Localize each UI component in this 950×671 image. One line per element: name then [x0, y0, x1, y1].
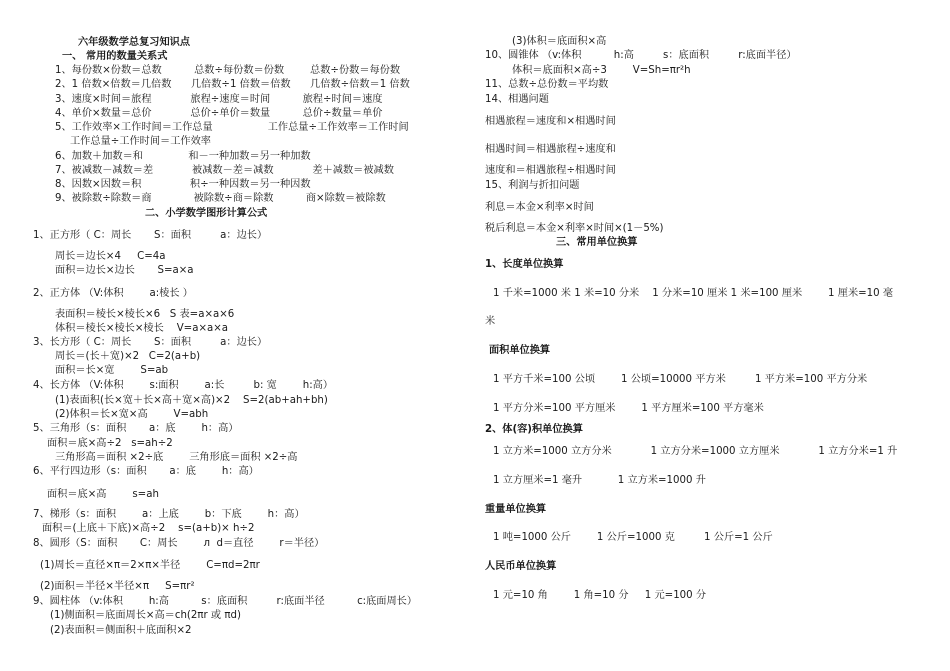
text-line: 面积＝长×宽 S=ab — [55, 365, 169, 376]
section-heading: 二、小学数学图形计算公式 — [145, 208, 268, 219]
subsection-heading: 人民币单位换算 — [485, 561, 557, 572]
text-line: 2、正方体 （V:体积 a:棱长 ） — [33, 288, 193, 299]
text-line: 1 千米=1000 米 1 米=10 分米 1 分米=10 厘米 1 米=100 厘米 1 厘米=10 毫 — [493, 288, 894, 299]
text-line: 面积＝底×高÷2 s=ah÷2 — [47, 438, 173, 449]
text-line: (2)体积＝长×宽×高 V=abh — [55, 409, 209, 420]
text-line: 三角形高＝面积 ×2÷底 三角形底＝面积 ×2÷高 — [55, 452, 298, 463]
subsection-heading: 2、体(容)积单位换算 — [485, 424, 583, 435]
text-line: 3、速度×时间＝旅程 旅程÷速度＝时间 旅程÷时间＝速度 — [55, 94, 383, 105]
text-line: 1 立方米=1000 立方分米 1 立方分米=1000 立方厘米 1 立方分米=1 升 — [493, 446, 898, 457]
text-line: (3)体积＝底面积×高 — [512, 36, 607, 47]
text-line: 体积＝棱长×棱长×棱长 V=a×a×a — [55, 323, 229, 334]
text-line: (1)表面积(长×宽＋长×高＋宽×高)×2 S=2(ab+ah+bh) — [55, 395, 328, 406]
text-line: 1、每份数×份数＝总数 总数÷每份数＝份数 总数÷份数＝每份数 — [55, 65, 401, 76]
text-line: 7、梯形（s：面积 a：上底 b：下底 h：高） — [33, 509, 305, 520]
text-line: 4、长方体 （V:体积 s:面积 a:长 b: 宽 h:高） — [33, 380, 334, 391]
section-heading: 三、常用单位换算 — [556, 237, 638, 248]
text-line: 周长＝(长＋宽)×2 C=2(a+b) — [55, 351, 201, 362]
text-line: 相遇旅程＝速度和×相遇时间 — [485, 116, 616, 127]
text-line: 米 — [485, 316, 496, 327]
text-line: 面积＝底×高 s=ah — [47, 489, 159, 500]
text-line: (2)表面积＝侧面积＋底面积×2 — [50, 625, 192, 636]
subsection-heading: 面积单位换算 — [489, 345, 551, 356]
text-line: 利息＝本金×利率×时间 — [485, 202, 594, 213]
text-line: 1 平方分米=100 平方厘米 1 平方厘米=100 平方毫米 — [493, 403, 764, 414]
text-line: 1 立方厘米=1 毫升 1 立方米=1000 升 — [493, 475, 706, 486]
text-line: 9、圆柱体 （v:体积 h:高 s：底面积 r:底面半径 c:底面周长） — [33, 596, 418, 607]
text-line: (1)侧面积＝底面周长×高＝ch(2πr 或 πd) — [50, 610, 241, 621]
text-line: 1 吨=1000 公斤 1 公斤=1000 克 1 公斤=1 公斤 — [493, 532, 773, 543]
text-line: 15、利润与折扣问题 — [485, 180, 580, 191]
text-line: 7、被减数－减数＝差 被减数－差＝减数 差＋减数＝被减数 — [55, 165, 394, 176]
text-line: 5、三角形（s：面积 a：底 h：高） — [33, 423, 239, 434]
text-line: 体积＝底面积×高÷3 V=Sh=πr²h — [512, 65, 691, 76]
document-title: 六年级数学总复习知识点 — [78, 37, 191, 48]
subsection-heading: 重量单位换算 — [485, 504, 547, 515]
text-line: 相遇时间＝相遇旅程÷速度和 — [485, 144, 616, 155]
text-line: 1 平方千米=100 公顷 1 公顷=10000 平方米 1 平方米=100 平方分米 — [493, 374, 868, 385]
text-line: 11、总数÷总份数＝平均数 — [485, 79, 609, 90]
text-line: 8、圆形（S：面积 C：周长 л d＝直径 r＝半径） — [33, 538, 325, 549]
text-line: 面积＝边长×边长 S=a×a — [55, 265, 194, 276]
text-line: 2、1 倍数×倍数＝几倍数 几倍数÷1 倍数＝倍数 几倍数÷倍数＝1 倍数 — [55, 79, 410, 90]
subsection-heading: 1、长度单位换算 — [485, 259, 564, 270]
text-line: 6、平行四边形（s：面积 a：底 h：高） — [33, 466, 259, 477]
text-line: 周长＝边长×4 C=4a — [55, 251, 166, 262]
text-line: 面积＝(上底＋下底)×高÷2 s=(a+b)× h÷2 — [42, 523, 255, 534]
text-line: 10、圆锥体 （v:体积 h:高 s：底面积 r:底面半径） — [485, 50, 797, 61]
text-line: 5、工作效率×工作时间＝工作总量 工作总量÷工作效率＝工作时间 — [55, 122, 409, 133]
text-line: 8、因数×因数＝积 积÷一种因数＝另一种因数 — [55, 179, 311, 190]
text-line: 1 元=10 角 1 角=10 分 1 元=100 分 — [493, 590, 707, 601]
text-line: 表面积＝棱长×棱长×6 S 表=a×a×6 — [55, 309, 235, 320]
text-line: 税后利息＝本金×利率×时间×(1－5%) — [485, 223, 664, 234]
text-line: (2)面积＝半径×半径×π S=πr² — [40, 581, 195, 592]
text-line: 1、正方形（ C：周长 S：面积 a：边长） — [33, 230, 268, 241]
text-line: 4、单价×数量＝总价 总价÷单价＝数量 总价÷数量＝单价 — [55, 108, 383, 119]
text-line: 6、加数＋加数＝和 和－一种加数＝另一种加数 — [55, 151, 311, 162]
text-line: 工作总量÷工作时间＝工作效率 — [70, 136, 211, 147]
text-line: 速度和＝相遇旅程÷相遇时间 — [485, 165, 616, 176]
text-line: 14、相遇问题 — [485, 94, 549, 105]
text-line: 9、被除数÷除数＝商 被除数÷商＝除数 商×除数＝被除数 — [55, 193, 386, 204]
section-heading: 一、 常用的数量关系式 — [62, 51, 168, 62]
text-line: 3、长方形（ C：周长 S：面积 a：边长） — [33, 337, 268, 348]
text-line: (1)周长＝直径×π＝2×π×半径 C=πd=2πr — [40, 560, 260, 571]
